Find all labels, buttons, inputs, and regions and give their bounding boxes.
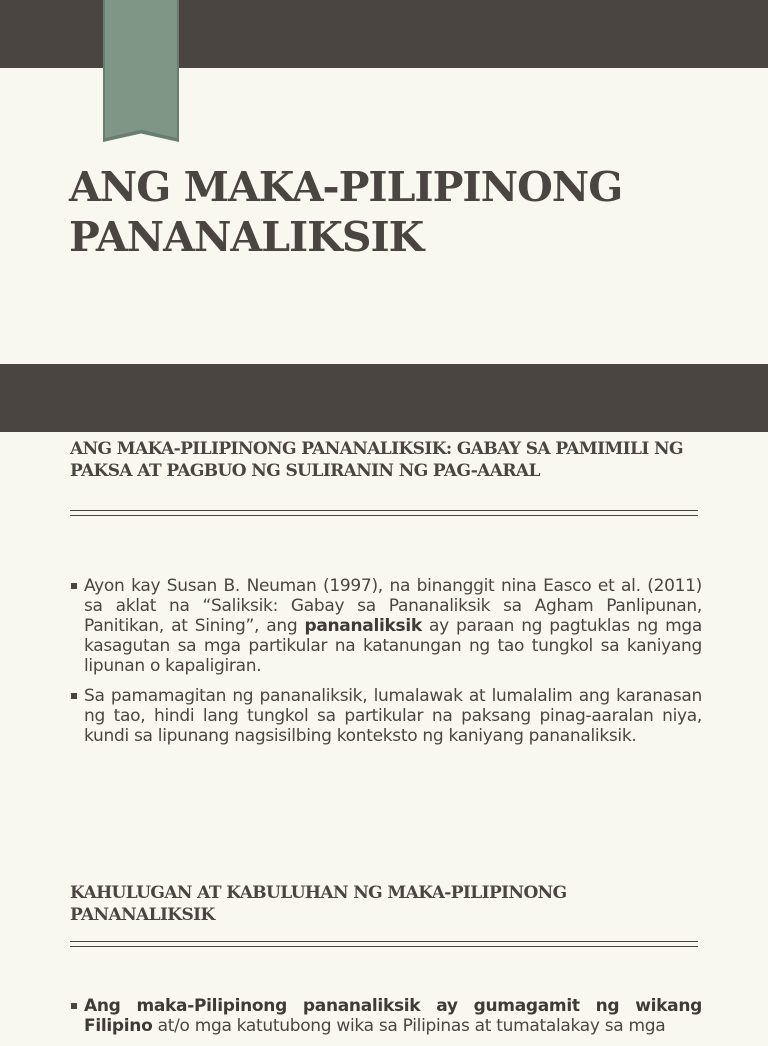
section-heading-kahulugan: KAHULUGAN AT KABULUHAN NG MAKA-PILIPINONG PANANALIKSIK	[70, 883, 567, 925]
list-item	[70, 996, 702, 1036]
bold-term: Ang maka-Pilipinong pananaliksik ay gumagamit ng wikang Filipino	[84, 996, 702, 1036]
square-bullet-icon	[71, 1003, 77, 1009]
bullet-text-end: at/o mga katutubong wika sa Pilipinas at tumatalakay sa mga	[152, 1016, 666, 1036]
list-item	[70, 686, 702, 746]
bullet-text-start: Ayon kay Susan B. Neuman (1997), na binanggit nina Easco et al. (2011) sa aklat na “Saliksik: Gabay sa Pananaliksik sa Agham Panlipunan, Panitikan, at Sining”, ang	[84, 576, 702, 636]
bullet-text-end: ay paraan ng pagtuklas ng mga kasagutan sa mga partikular na katanungan ng tao tungkol sa kaniyang lipunan o kapaligiran.	[84, 616, 702, 676]
divider-band	[0, 364, 768, 432]
presentation-title: ANG MAKA-PILIPINONG PANANALIKSIK	[69, 163, 623, 261]
square-bullet-icon	[71, 693, 77, 699]
bold-term: pananaliksik	[304, 616, 422, 636]
heading-underline	[70, 510, 698, 516]
heading-underline	[70, 941, 698, 947]
list-item	[70, 576, 702, 676]
square-bullet-icon	[71, 583, 77, 589]
bullet-list-gabay	[70, 576, 702, 756]
bullet-list-kahulugan	[70, 996, 702, 1046]
bullet-text: Sa pamamagitan ng pananaliksik, lumalawak at lumalalim ang karanasan ng tao, hindi lang tungkol sa partikular na paksang pinag-aaralan niya, kundi sa lipunang nagsisilbing konteksto ng kaniyang pananaliksik.	[84, 686, 702, 746]
section-heading-gabay: ANG MAKA-PILIPINONG PANANALIKSIK: GABAY SA PAMIMILI NG PAKSA AT PAGBUO NG SULIRANIN NG PAG-AARAL	[70, 439, 683, 481]
bookmark-ribbon-icon	[105, 0, 177, 138]
